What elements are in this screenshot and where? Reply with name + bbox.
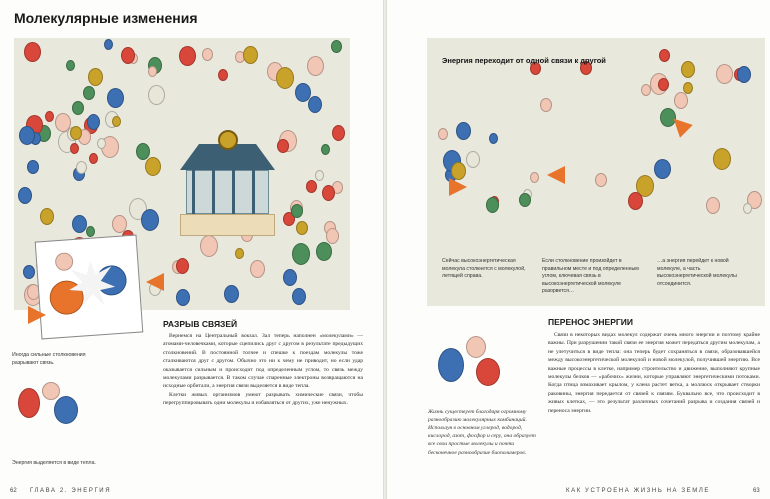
molecule-figure xyxy=(322,185,335,201)
molecule-figure xyxy=(681,61,695,78)
molecule-figure xyxy=(438,128,448,140)
molecule-figure xyxy=(291,204,303,218)
molecule-figure xyxy=(70,143,79,154)
arrow-right-icon xyxy=(449,178,467,196)
molecule-figure xyxy=(27,160,39,174)
molecule-figure xyxy=(243,46,258,64)
molecule-figure xyxy=(283,269,297,286)
page-number-right: 63 xyxy=(753,488,760,494)
molecule-figure xyxy=(315,170,324,181)
molecule-figure xyxy=(595,173,607,187)
molecule-figure xyxy=(456,122,471,140)
molecule-figure xyxy=(530,172,539,183)
molecule-figure xyxy=(331,40,342,53)
molecule-figure xyxy=(316,242,332,261)
arrow-left-icon xyxy=(146,273,164,291)
molecule-figure xyxy=(76,161,87,174)
molecule-figure xyxy=(235,248,244,259)
molecule-figure xyxy=(519,193,531,207)
molecule-figure xyxy=(70,126,82,140)
molecule-figure xyxy=(277,139,289,153)
molecule-figure xyxy=(19,126,35,145)
molecule-figure xyxy=(224,285,239,303)
molecule-figure xyxy=(332,125,345,141)
molecule-figure xyxy=(486,197,499,213)
molecule-figure xyxy=(466,151,480,168)
molecule-figure xyxy=(72,101,84,115)
molecule-figure xyxy=(107,88,124,108)
footer-book-title: КАК УСТРОЕНА ЖИЗНЬ НА ЗЕМЛЕ xyxy=(566,488,710,494)
side-note: Жизнь существует благодаря огромному разнообразию молекулярных комбинаций. Используя в основном углерод, водород, кислород, азот, фосфор и серу, она образует все свои простые молекулы и почти бесконечное разнообразие биополимеров. xyxy=(428,409,536,456)
molecule-figure xyxy=(97,138,106,149)
caption-step-3: …а энергия перейдет к новой молекуле, а часть высокоэнергетической молекулы отсоединится. xyxy=(657,258,737,287)
molecule-figure xyxy=(659,49,670,62)
molecule-figure xyxy=(89,153,98,164)
molecule-figure xyxy=(23,265,35,279)
molecule-figure xyxy=(176,258,189,274)
molecule-figure xyxy=(654,159,671,179)
molecule-figure xyxy=(296,221,308,235)
left-page xyxy=(0,0,383,499)
molecule-figure xyxy=(55,113,71,132)
molecule-figure xyxy=(87,114,100,130)
molecule-figure xyxy=(489,133,498,144)
molecule-figure xyxy=(683,82,693,94)
collision-inset xyxy=(35,235,144,340)
molecule-figure xyxy=(276,67,294,89)
molecule-figure xyxy=(307,56,324,76)
molecule-figure xyxy=(88,68,103,86)
molecule-figure xyxy=(72,215,87,233)
heat-figure xyxy=(14,378,84,430)
molecule-figure xyxy=(112,116,121,127)
footer-chapter: ГЛАВА 2. ЭНЕРГИЯ xyxy=(30,488,112,494)
caption-heat: Энергия выделяется в виде тепла. xyxy=(12,460,96,466)
molecule-figure xyxy=(86,226,95,237)
molecule-figure xyxy=(292,243,310,265)
molecule-figure xyxy=(743,203,752,214)
molecule-figure xyxy=(148,85,165,105)
station-pavilion xyxy=(180,130,275,242)
molecule-figure xyxy=(45,111,54,122)
molecule-figure xyxy=(18,187,32,204)
molecule-figure xyxy=(716,64,733,84)
molecule-figure xyxy=(148,66,157,77)
caption-collision: Иногда сильные столкновения разрывают связь. xyxy=(12,352,86,366)
molecule-figure xyxy=(24,42,41,62)
molecule-figure xyxy=(250,260,265,278)
molecule-figure xyxy=(141,209,159,231)
molecule-figure xyxy=(66,60,75,71)
body-text-left xyxy=(163,332,363,408)
molecule-figure xyxy=(121,47,135,64)
molecule-figure xyxy=(321,144,330,155)
molecule-figure xyxy=(306,180,317,193)
molecule-figure xyxy=(218,69,228,81)
molecule-figure xyxy=(308,96,322,113)
page-number-left: 62 xyxy=(10,488,17,494)
caption-step-2: Если столкновение произойдет в правильном месте и под определенным углом, ключевая связь в высокоэнергетической молекуле разорвется… xyxy=(542,258,639,295)
paragraph: Связи в некоторых видах молекул содержат очень много энергии и поэтому крайне важны. При разрушении такой связи ее энергия может передаться другим молекулам, а не улетучиться в виде тепла: она теперь будет сохраняться в связи, образовавшейся между высокоэнергетической молекулой и новой молекулой, получившей энергию. Все важные процессы в клетке, например строительство и движение, выполняют крупные молекулы белков — «рабочих» жизни, которые управляют энергетическими потоками. Когда птица взмахивает крылом, у клена растет ветка, а моллюск открывает створки раковины, энергия передается от связей к связям. Буквально все, что происходит в живых клетках, — это результат различных сочетаний разрыва и создания связей и переноса энергии. xyxy=(548,332,760,414)
molecule-figure xyxy=(326,228,339,244)
bird-figure xyxy=(430,328,510,400)
page-title: Молекулярные изменения xyxy=(14,10,198,26)
molecule-figure xyxy=(136,143,150,160)
section-heading-bond-break: РАЗРЫВ СВЯЗЕЙ xyxy=(163,319,238,329)
molecule-figure xyxy=(658,78,669,91)
section-heading-energy-transfer: ПЕРЕНОС ЭНЕРГИИ xyxy=(548,317,633,327)
molecule-figure xyxy=(179,46,196,66)
molecule-figure xyxy=(540,98,552,112)
molecule-figure xyxy=(40,208,54,225)
paragraph: Клетки живых организмов умеют разрывать химические связи, чтобы перегруппировывать одни молекулы и избавляться от других, уже ненужных. xyxy=(163,391,363,407)
illustration-title: Энергия переходит от одной связи к другой xyxy=(442,56,606,65)
caption-step-1: Сейчас высокоэнергетическая молекула столкнется с молекулой, летящей справа. xyxy=(442,258,526,280)
molecule-figure xyxy=(202,48,213,61)
clock-icon xyxy=(218,130,238,150)
molecule-figure xyxy=(713,148,731,170)
molecule-figure xyxy=(706,197,720,214)
molecule-figure xyxy=(628,192,643,210)
molecule-figure xyxy=(104,39,113,50)
molecule-figure xyxy=(674,92,688,109)
body-text-right xyxy=(548,331,760,415)
molecule-figure xyxy=(145,157,161,176)
arrow-left-icon xyxy=(547,166,565,184)
molecule-figure xyxy=(295,83,311,102)
molecule-figure xyxy=(176,289,190,306)
paragraph: Вернемся на Центральный вокзал. Зал теперь наполнен «молекулами» — атомами-человечками, которые сцепились друг с другом в результате предыдущих столкновений. В постоянной толчее и спешке к поездам молекулы тоже сталкиваются друг с другом. Обычно это ни к чему не приводит, но если удар оказывается сильным и происходит под определенным углом, то связь между молекулами разрывается. В таком случае спаренные электроны возвращаются на исходные орбитали, а энергия связи выделяется в виде тепла. xyxy=(163,333,363,390)
molecule-figure xyxy=(737,66,751,83)
arrow-right-icon xyxy=(28,306,46,324)
molecule-figure xyxy=(83,86,95,100)
molecule-figure xyxy=(292,288,306,305)
